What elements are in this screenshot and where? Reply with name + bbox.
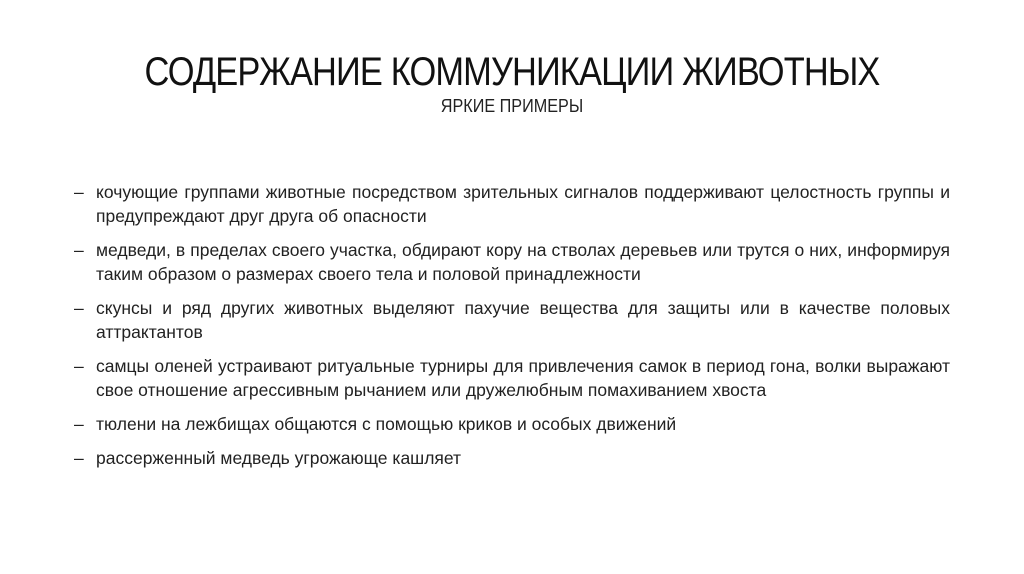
bullet-text: рассерженный медведь угрожающе кашляет	[96, 448, 462, 468]
bullet-dash-icon: –	[74, 298, 84, 318]
bullet-dash-icon: –	[74, 182, 84, 202]
bullet-list	[74, 180, 950, 480]
bullet-item	[74, 238, 950, 286]
slide-title: СОДЕРЖАНИЕ КОММУНИКАЦИИ ЖИВОТНЫХ	[144, 50, 880, 94]
bullet-item	[74, 412, 950, 436]
bullet-item	[74, 354, 950, 402]
bullet-text: тюлени на лежбищах общаются с помощью криков и особых движений	[96, 414, 677, 434]
bullet-item	[74, 296, 950, 344]
bullet-dash-icon: –	[74, 414, 84, 434]
bullet-text: медведи, в пределах своего участка, обдирают кору на стволах деревьев или трутся о них, информируя таким образом о размерах своего тела и половой принадлежности	[96, 240, 950, 284]
bullet-text: самцы оленей устраивают ритуальные турниры для привлечения самок в период гона, волки выражают свое отношение агрессивным рычанием или дружелюбным помахиванием хвоста	[96, 356, 950, 400]
bullet-dash-icon: –	[74, 356, 84, 376]
bullet-dash-icon: –	[74, 448, 84, 468]
bullet-dash-icon: –	[74, 240, 84, 260]
bullet-item	[74, 446, 950, 470]
bullet-text: кочующие группами животные посредством зрительных сигналов поддерживают целостность группы и предупреждают друг друга об опасности	[96, 182, 950, 226]
bullet-text: скунсы и ряд других животных выделяют пахучие вещества для защиты или в качестве половых аттрактантов	[96, 298, 950, 342]
bullet-item	[74, 180, 950, 228]
slide-subtitle: ЯРКИЕ ПРИМЕРЫ	[440, 96, 584, 116]
